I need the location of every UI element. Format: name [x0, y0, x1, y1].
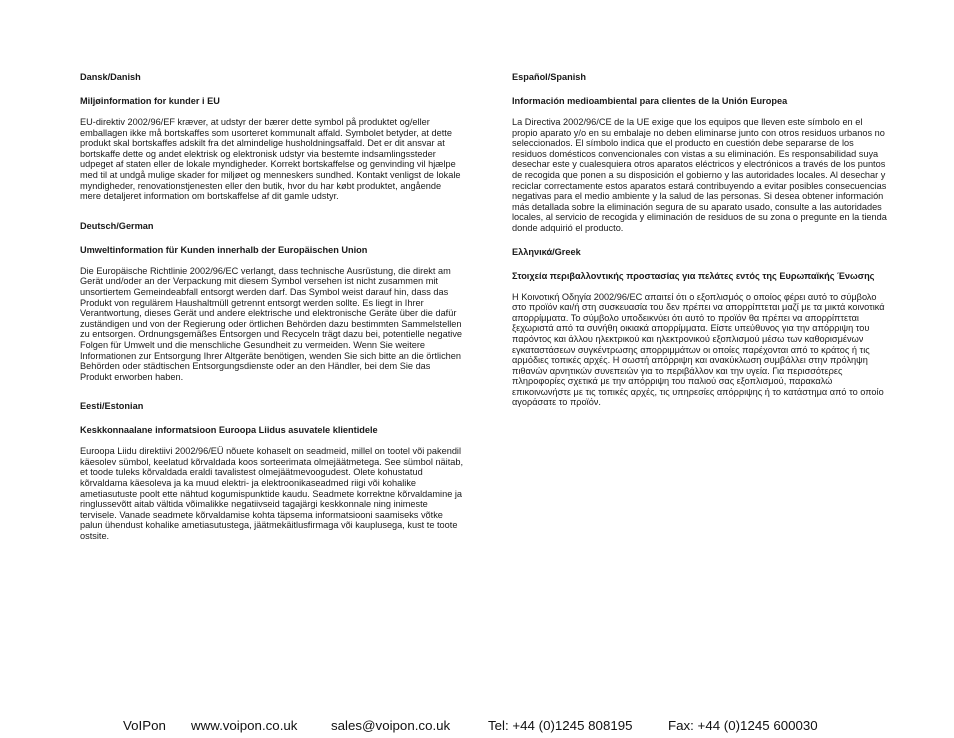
greek-text: Η Κοινοτική Οδηγία 2002/96/EC απαιτεί ότι ο εξοπλισμός ο οποίος φέρει αυτό το σύμβολο στο προϊόν και/ή στη συσκευασία του δεν πρέπει να απορρίπτεται μαζί με τα μικτά κοινοτικά απορρίμματα. Το σύμβολο υποδεικνύει ότι αυτό το προϊόν θα πρέπει να απορρίπτεται ξεχωριστά από τα συνήθη οικιακά απορρίμματα. Είστε υπεύθυνος για την απόρριψη του παρόντος και άλλου ηλεκτρικού και ηλεκτρονικού εξοπλισμού μέσω των καθορισμένων εγκαταστάσεων συγκέντρωσης απορριμμάτων οι οποίες παρέχονται από το κράτος ή τις αρμόδιες τοπικές αρχές. Η σωστή απόρριψη και ανακύκλωση συμβάλλει στην πρόληψη πιθανών αρνητικών συνεπειών για το περιβάλλον και την υγεία. Για περισσότερες πληροφορίες σχετικά με την απόρριψη του παλιού σας εξοπλισμού, παρακαλώ επικοινωνήστε με τις τοπικές αρχές, τις υπηρεσίες απόρριψης ή το κατάστημα από το οποίο αγοράσατε το προϊόν.: [512, 291, 885, 408]
spanish-heading: Español/Spanish: [512, 72, 587, 82]
german-heading: Deutsch/German: [80, 220, 154, 231]
footer-email-link[interactable]: sales@voipon.co.uk: [331, 718, 451, 733]
danish-heading: Dansk/Danish: [80, 72, 141, 82]
left-column: [80, 71, 464, 542]
greek-subheading: Στοιχεία περιβαλλοντικής προστασίας για πελάτες εντός της Ευρωπαϊκής Ένωσης: [512, 270, 875, 281]
footer-fax: Fax: +44 (0)1245 600030: [668, 718, 818, 733]
estonian-heading: Eesti/Estonian: [80, 401, 144, 412]
footer-telephone: Tel: +44 (0)1245 808195: [488, 718, 633, 733]
danish-subheading: Miljøinformation for kunder i EU: [80, 96, 220, 106]
danish-text: EU-direktiv 2002/96/EF kræver, at udstyr der bærer dette symbol på produktet og/eller emballagen ikke må bortskaffes som usorteret kommunalt affald. Symbolet betyder, at dette produkt skal bortskaffes adskilt fra det almindelige husholdningsaffald. Det er dit ansvar at bortskaffe dette og andet elektrisk og elektronisk udstyr via bestemte indsamlingssteder udpeget af staten eller de lokale myndigheder. Korrekt bortskaffelse og genvinding vil hjælpe med til at undgå mulige skader for miljøet og menneskers sundhed. Kontakt venligst de lokale myndigheder, renovationstjenesten eller den butik, hvor du har købt produktet, angående mere detaljeret information om bortskaffelse af dit gamle udstyr.: [80, 117, 461, 202]
spanish-text: La Directiva 2002/96/CE de la UE exige que los equipos que lleven este símbolo en el propio aparato y/o en su embalaje no deben eliminarse junto con otros residuos urbanos no seleccionados. El símbolo indica que el producto en cuestión debe separarse de los residuos domésticos convencionales con vistas a su eliminación. Es responsabilidad suya desechar este y cualesquiera otros aparatos eléctricos y electrónicos a través de los puntos de recogida que ponen a su disposición el gobierno y las autoridades locales. Al desechar y reciclar correctamente estos aparatos estará contribuyendo a evitar posibles consecuencias negativas para el medio ambiente y la salud de las personas. Si desea obtener información más detallada sobre la eliminación segura de su aparato usado, consulte a las autoridades locales, al servicio de recogida y eliminación de residuos de su zona o pregunte en la tienda donde adquirió el producto.: [512, 117, 887, 233]
greek-heading: Ελληνικά/Greek: [512, 246, 581, 257]
footer-contact-bar: [0, 716, 954, 736]
right-column: [512, 71, 890, 408]
estonian-text: Euroopa Liidu direktiivi 2002/96/EÜ nõuete kohaselt on seadmeid, millel on tootel või pakendil käesolev sümbol, keelatud kõrvaldada koos sorteerimata olmejäätmetega. See sümbol näitab, et toode tuleks kõrvaldada eraldi tavalistest olmejäätmevoogudest. Olete kohustatud kõrvaldama käesoleva ja ka muud elektri- ja elektroonikaseadmed riigi või kohalike ametiasutuste poolt ette nähtud kogumispunktide kaudu. Seadmete korrektne kõrvaldamine ja ringlussevõtt aitab vältida võimalikke negatiivseid tagajärgi keskkonnale ning inimeste tervisele. Vanade seadmete kõrvaldamise kohta täpsema informatsiooni saamiseks võtke palun ühendust kohalike ametiasutustega, jäätmekäitlusfirmaga või kauplusega, kust te toote ostsite.: [80, 446, 464, 542]
footer-company: VoIPon: [123, 718, 166, 733]
spanish-subheading: Información medioambiental para clientes de la Unión Europea: [512, 96, 788, 106]
german-subheading: Umweltinformation für Kunden innerhalb der Europäischen Union: [80, 244, 368, 255]
footer-website-link[interactable]: www.voipon.co.uk: [191, 718, 298, 733]
estonian-subheading: Keskkonnaalane informatsioon Euroopa Liidus asuvatele klientidele: [80, 425, 378, 436]
german-text: Die Europäische Richtlinie 2002/96/EC verlangt, dass technische Ausrüstung, die direkt am Gerät und/oder an der Verpackung mit diesem Symbol versehen ist nicht zusammen mit unsortiertem Gemeindeabfall entsorgt werden darf. Das Symbol weist darauf hin, dass das Produkt von regulärem Haushaltmüll getrennt entsorgt werden sollte. Es liegt in Ihrer Verantwortung, dieses Gerät und andere elektrische und elektronische Geräte über die dafür zuständigen und von der Regierung oder örtlichen Behörden dazu bestimmten Sammelstellen zu entsorgen. Ordnungsgemäßes Entsorgen und Recyceln trägt dazu bei, potentielle negative Folgen für Umwelt und die menschliche Gesundheit zu vermeiden. Wenn Sie weitere Informationen zur Entsorgung Ihrer Altgeräte benötigen, wenden Sie sich bitte an die örtlichen Behörden oder städtischen Entsorgungsdienste oder an den Händler, bei dem Sie das Produkt erworben haben.: [80, 265, 463, 382]
